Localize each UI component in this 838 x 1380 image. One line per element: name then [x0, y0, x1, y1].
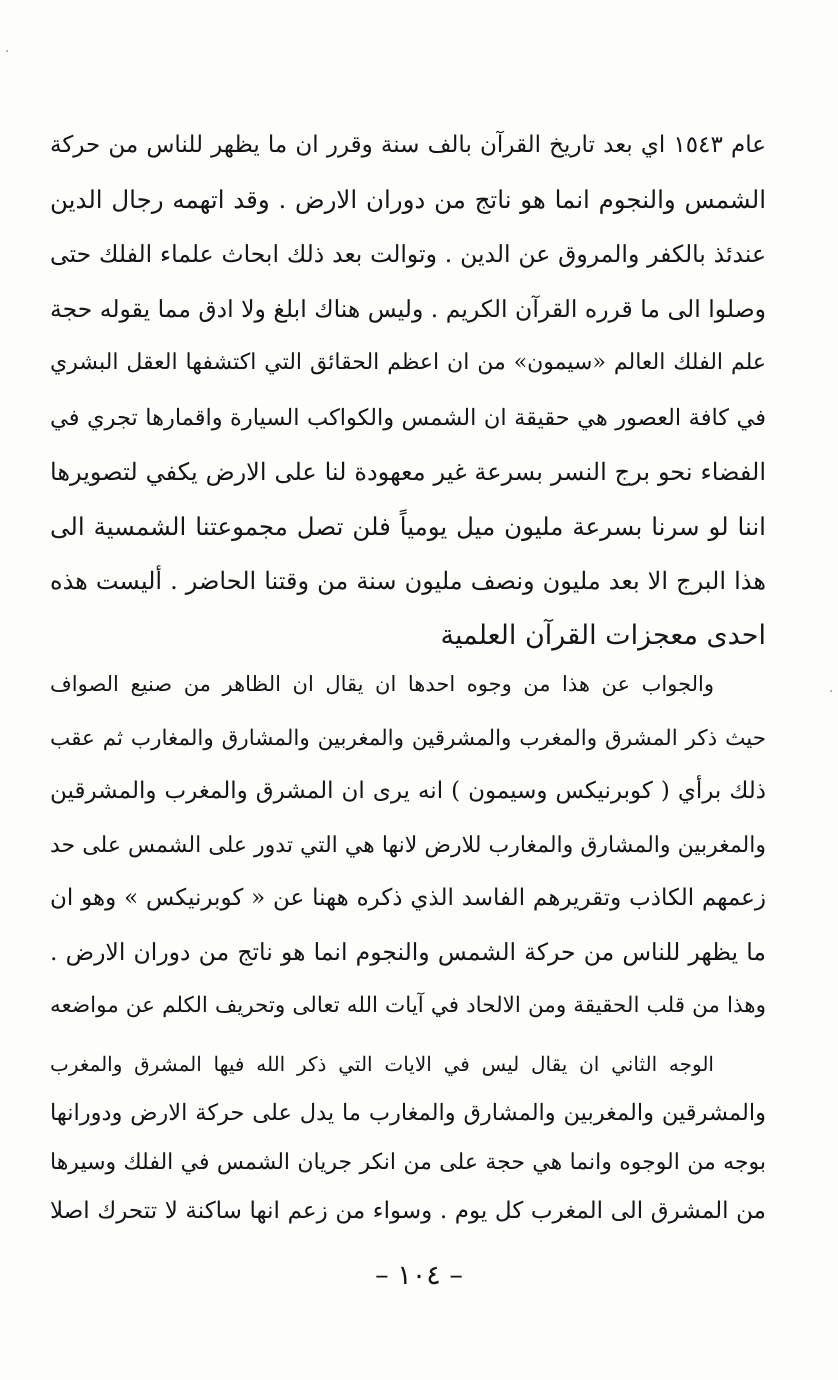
text-line: عام ١٥٤٣ اي بعد تاريخ القرآن بالف سنة وقرر ان ما يظهر للناس من حركة	[50, 132, 766, 158]
text-line: من المشرق الى المغرب كل يوم . وسواء من زعم انها ساكنة لا تتحرك اصلا	[50, 1198, 766, 1224]
scan-speck	[6, 50, 8, 52]
text-line: ما يظهر للناس من حركة الشمس والنجوم انما هو ناتج من دوران الارض .	[50, 937, 766, 966]
text-line: الفضاء نحو برج النسر بسرعة غير معهودة لنا على الارض يكفي لتصويرها	[50, 458, 766, 486]
text-line: هذا البرج الا بعد مليون ونصف مليون سنة من وقتنا الحاضر . أليست هذه	[50, 567, 766, 595]
text-line: الوجه الثاني ان يقال ليس في الايات التي ذكر الله فيها المشرق والمغرب	[50, 1052, 714, 1076]
text-line: بوجه من الوجوه وانما هي حجة على من انكر جريان الشمس في الفلك وسيرها	[50, 1150, 766, 1175]
paragraph-3	[50, 1040, 766, 1236]
text-line: في كافة العصور هي حقيقة ان الشمس والكواكب السيارة واقمارها تجري في	[50, 404, 766, 431]
text-line: والجواب عن هذا من وجوه احدها ان يقال ان الظاهر من صنيع الصواف	[50, 672, 714, 696]
text-line: زعمهم الكاذب وتقريرهم الفاسد الذي ذكره ههنا عن « كوبرنيكس » وهو ان	[50, 885, 766, 911]
text-line: الشمس والنجوم انما هو ناتج من دوران الارض . وقد اتهمه رجال الدين	[50, 184, 766, 214]
text-line: وصلوا الى ما قرره القرآن الكريم . وليس هناك ابلغ ولا ادق مما يقوله حجة	[50, 294, 766, 323]
paragraph-2	[50, 658, 766, 1033]
text-line: علم الفلك العالم «سيمون» من ان اعظم الحقائق التي اكتشفها العقل البشري	[50, 350, 766, 375]
text-line: والمشرقين والمغربين والمشارق والمغارب ما يدل على حركة الارض ودورانها	[50, 1100, 766, 1126]
page-number: – ١٠٤ –	[375, 1260, 463, 1291]
text-line: عندئذ بالكفر والمروق عن الدين . وتوالت بعد ذلك ابحاث علماء الفلك حتى	[50, 240, 766, 268]
text-line: احدى معجزات القرآن العلمية	[440, 619, 766, 651]
text-line: ذلك برأي ( كوبرنيكس وسيمون ) انه يرى ان المشرق والمغرب والمشرقين	[50, 778, 766, 804]
text-line: والمغربين والمشارق والمغارب للارض لانها هي التي تدور على الشمس على حد	[50, 832, 766, 858]
text-line: اننا لو سرنا بسرعة مليون ميل يومياً فلن تصل مجموعتنا الشمسية الى	[50, 511, 766, 541]
text-line: وهذا من قلب الحقيقة ومن الالحاد في آيات الله تعالى وتحريف الكلم عن مواضعه	[50, 993, 766, 1018]
text-line: حيث ذكر المشرق والمغرب والمشرقين والمغربين والمشارق والمغارب ثم عقب	[50, 725, 766, 751]
paragraph-1	[50, 118, 766, 663]
scan-speck	[830, 690, 832, 692]
